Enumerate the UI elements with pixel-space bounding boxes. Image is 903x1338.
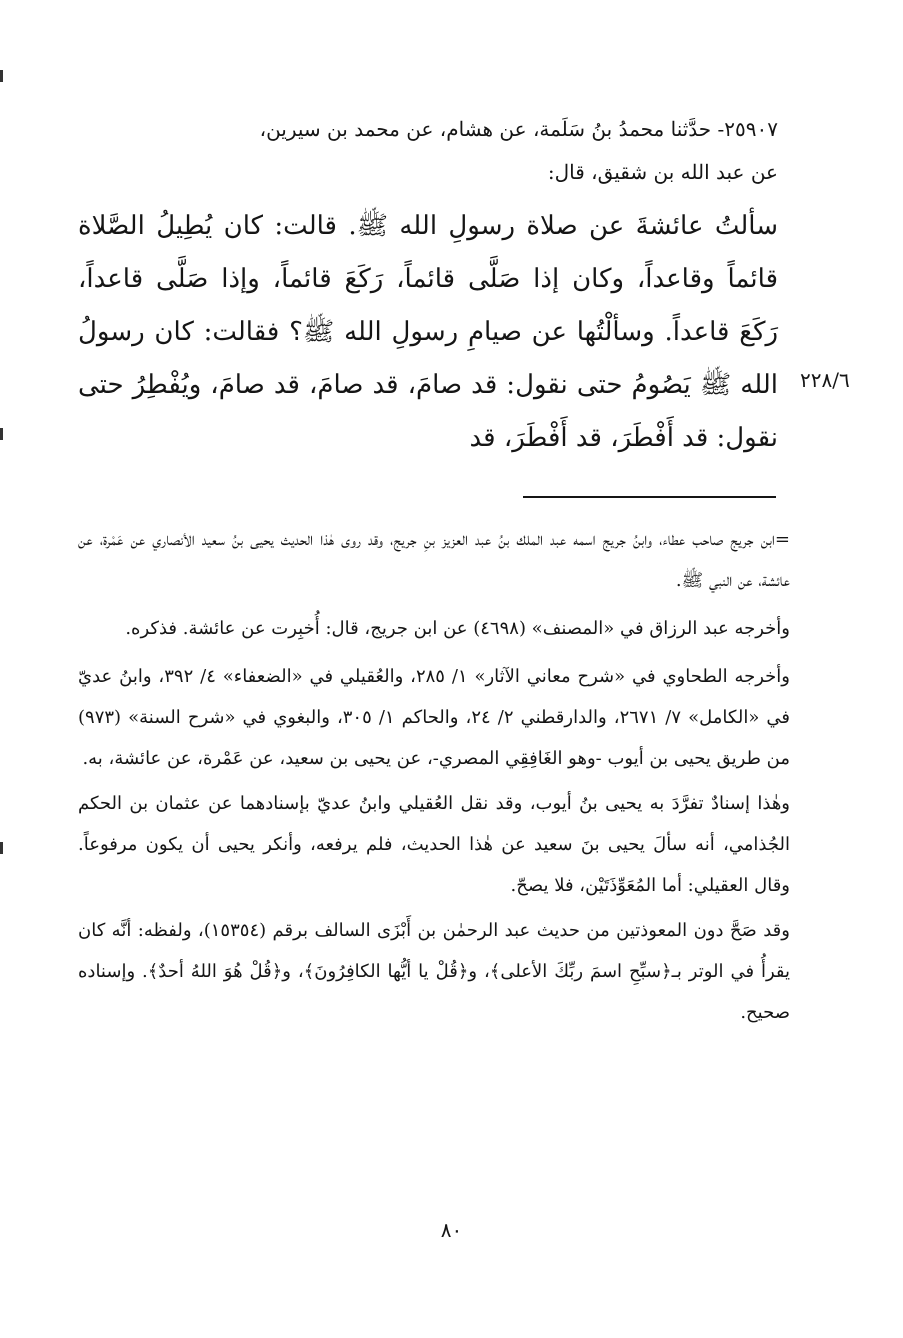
page-number: ٨٠ xyxy=(440,1218,463,1242)
footnote-paragraph: وأخرجه عبد الرزاق في «المصنف» (٤٦٩٨) عن ابن جريج، قال: أُخبِرت عن عائشة. فذكره. xyxy=(125,618,790,639)
scan-edge-mark xyxy=(0,842,3,854)
hadith-matn: سألتُ عائشةَ عن صلاة رسولِ الله ﷺ. قالت: كان يُطِيلُ الصَّلاة قائماً وقاعداً، وكان إذا صَلَّى قائماً، رَكَعَ قائماً، وإذا صَلَّى قاعداً، رَكَعَ قاعداً. وسألْتُها عن صيامِ رسولِ الله ﷺ؟ فقالت: كان رسولُ الله ﷺ يَصُومُ حتى نقول: قد صامَ، قد صامَ، قد صامَ، ويُفْطِرُ حتى نقول: قد أَفْطَرَ، قد أَفْطَرَ، قد xyxy=(78,211,778,453)
footnote-paragraph: وهٰذا إسنادٌ تفرَّدَ به يحيى بنُ أيوب، وقد نقل العُقيلي وابنُ عديّ بإسنادهما عن عثمان بن الحكم الجُذامي، أنه سألَ يحيى بنَ سعيد عن هٰذا الحديث، فلم يرفعه، وأنكر يحيى أن يكون مرفوعاً. وقال العقيلي: أما المُعَوِّذَتَيْن، فلا يصحّ. xyxy=(78,793,790,896)
footnote-separator xyxy=(523,496,776,498)
footnote-paragraph: =ابن جريج صاحب عطاء، وابنُ جريج اسمه عبد الملك بنُ عبد العزيز بنِ جريج، وقد روى هٰذا الحديث يحيى بنُ سعيد الأنصاري عن عَمْرة، عن عائشة، عن النبي ﷺ. xyxy=(78,529,790,591)
volume-page-reference: ٢٢٨/٦ xyxy=(800,368,850,392)
isnad-line: عن عبد الله بن شقيق، قال: xyxy=(547,160,778,184)
footnote-paragraph: وأخرجه الطحاوي في «شرح معاني الآثار» ١/ ٢٨٥، والعُقيلي في «الضعفاء» ٤/ ٣٩٢، وابنُ عديّ في «الكامل» ٧/ ٢٦٧١، والدارقطني ٢/ ٢٤، والحاكم ١/ ٣٠٥، والبغوي في «شرح السنة» (٩٧٣) من طريق يحيى بن أيوب -وهو الغَافِقِي المصري-، عن يحيى بن سعيد، عن عَمْرة، عن عائشة، به. xyxy=(78,666,791,769)
footnotes xyxy=(78,519,790,1040)
hadith-isnad xyxy=(78,108,778,194)
scan-edge-mark xyxy=(0,428,3,440)
scan-edge-mark xyxy=(0,70,3,82)
footnote-paragraph: وقد صَحَّ دون المعوذتين من حديث عبد الرحمٰن بن أَبْزَى السالف برقم (١٥٣٥٤)، ولفظه: أنَّه كان يقرأُ في الوتر بـ﴿سبِّحِ اسمَ ربِّكَ الأعلى﴾، و﴿قُلْ يا أيُّها الكافِرُونَ﴾، و﴿قُلْ هُوَ اللهُ أحدٌ﴾. وإسناده صحيح. xyxy=(78,920,790,1023)
isnad-line: ٢٥٩٠٧- حدَّثنا محمدُ بنُ سَلَمة، عن هشام، عن محمد بن سيرين، xyxy=(259,117,778,141)
